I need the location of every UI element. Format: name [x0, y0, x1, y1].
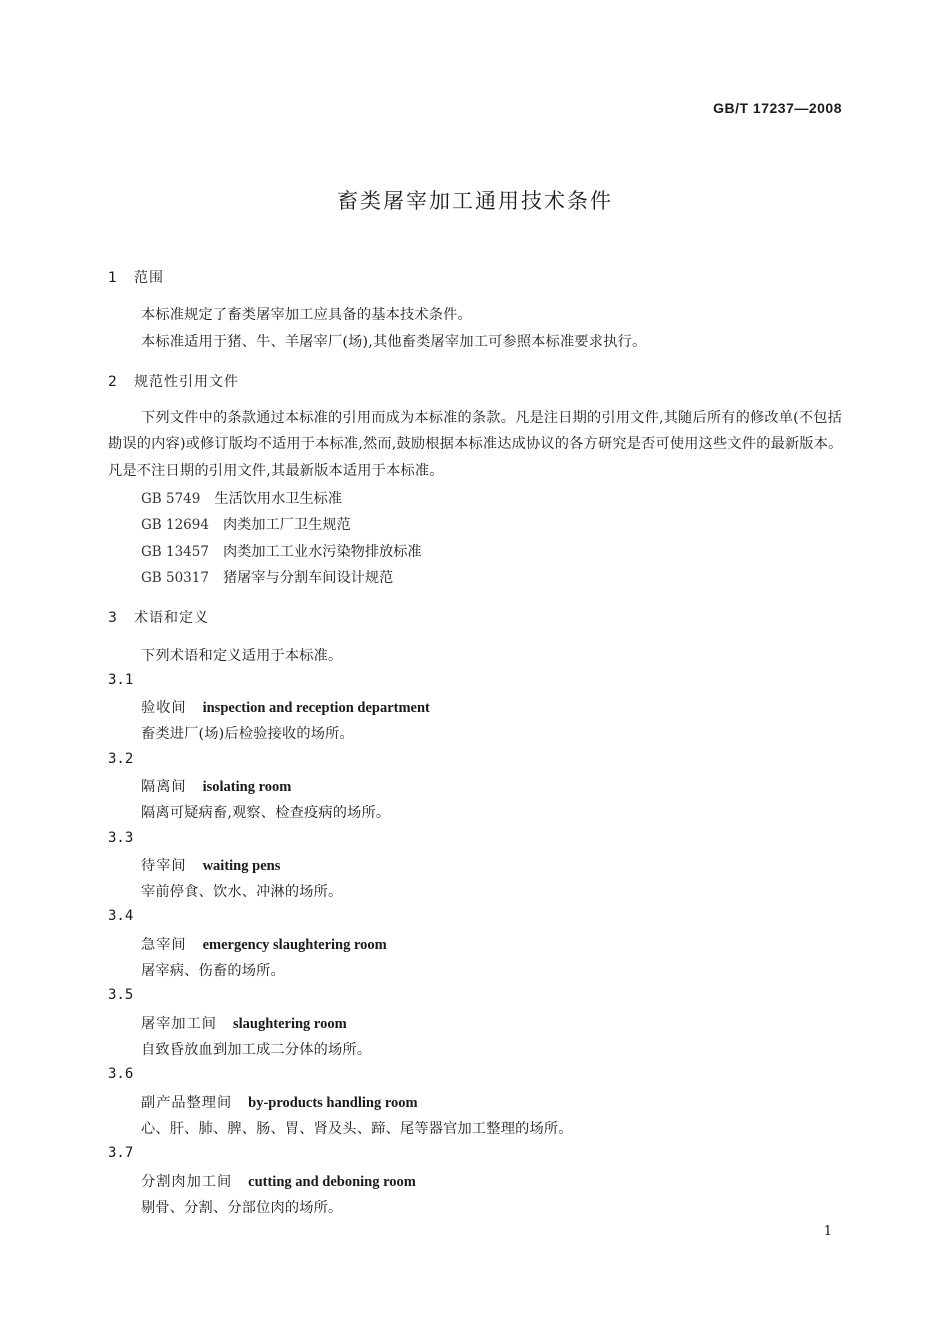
term-heading [141, 1171, 416, 1191]
reference-code: GB 13457 [141, 544, 209, 560]
page-number: 1 [823, 1224, 832, 1239]
term-en: waiting pens [202, 858, 281, 874]
standard-number: GB/T 17237—2008 [713, 100, 842, 116]
document-title: 畜类屠宰加工通用技术条件 [337, 189, 613, 213]
reference-code: GB 50317 [141, 570, 209, 586]
term-en: cutting and deboning room [248, 1174, 416, 1190]
section-number: 3 [108, 610, 118, 626]
term-heading [141, 1092, 418, 1112]
reference-item [141, 488, 342, 508]
term-number: 3.2 [108, 751, 134, 767]
paragraph: 本标准适用于猪、牛、羊屠宰厂(场),其他畜类屠宰加工可参照本标准要求执行。 [141, 334, 647, 350]
section-number: 1 [108, 270, 118, 286]
reference-item [141, 567, 393, 587]
term-number: 3.5 [108, 987, 134, 1003]
term-zh: 屠宰加工间 [141, 1016, 217, 1032]
term-number: 3.7 [108, 1145, 134, 1161]
paragraph: 下列文件中的条款通过本标准的引用而成为本标准的条款。凡是注日期的引用文件,其随后所有的修改单(不包括勘误的内容)或修订版均不适用于本标准,然而,鼓励根据本标准达成协议的各方研究是否可使用这些文件的最新版本。凡是不注日期的引用文件,其最新版本适用于本标准。 [108, 410, 843, 479]
term-zh: 副产品整理间 [141, 1095, 233, 1111]
term-en: isolating room [202, 779, 292, 795]
section-title: 术语和定义 [134, 610, 209, 626]
term-heading [141, 776, 291, 796]
term-number: 3.3 [108, 830, 134, 846]
term-definition: 自致昏放血到加工成二分体的场所。 [141, 1042, 372, 1058]
paragraph: 下列术语和定义适用于本标准。 [141, 648, 343, 664]
reference-name: 肉类加工厂卫生规范 [222, 517, 351, 533]
term-zh: 隔离间 [141, 779, 187, 795]
section-title: 范围 [134, 270, 164, 286]
term-heading [141, 934, 387, 954]
term-zh: 分割肉加工间 [141, 1174, 233, 1190]
term-en: slaughtering room [232, 1016, 347, 1032]
term-number: 3.6 [108, 1066, 134, 1082]
term-zh: 验收间 [141, 700, 187, 716]
section-number: 2 [108, 374, 118, 390]
reference-name: 肉类加工工业水污染物排放标准 [222, 544, 422, 560]
term-definition: 隔离可疑病畜,观察、检查疫病的场所。 [141, 805, 391, 821]
term-heading [141, 855, 280, 875]
term-heading [141, 1013, 347, 1033]
section-heading-3 [108, 607, 209, 627]
section-heading-1 [108, 267, 164, 287]
term-definition: 畜类进厂(场)后检验接收的场所。 [141, 726, 354, 742]
reference-name: 猪屠宰与分割车间设计规范 [222, 570, 394, 586]
reference-name: 生活饮用水卫生标准 [214, 491, 343, 507]
section-title: 规范性引用文件 [134, 374, 239, 390]
term-definition: 心、肝、肺、脾、肠、胃、肾及头、蹄、尾等器官加工整理的场所。 [141, 1121, 573, 1137]
reference-item [141, 514, 351, 534]
term-en: inspection and reception department [202, 700, 430, 716]
term-number: 3.1 [108, 672, 134, 688]
section-heading-2 [108, 371, 239, 391]
term-heading [141, 697, 430, 717]
term-zh: 待宰间 [141, 858, 187, 874]
reference-item [141, 541, 422, 561]
reference-code: GB 5749 [141, 491, 201, 507]
reference-code: GB 12694 [141, 517, 209, 533]
term-definition: 宰前停食、饮水、冲淋的场所。 [141, 884, 343, 900]
term-en: by-products handling room [248, 1095, 418, 1111]
term-definition: 屠宰病、伤畜的场所。 [141, 963, 285, 979]
term-zh: 急宰间 [141, 937, 187, 953]
term-number: 3.4 [108, 908, 134, 924]
term-definition: 剔骨、分割、分部位肉的场所。 [141, 1200, 343, 1216]
term-en: emergency slaughtering room [202, 937, 387, 953]
paragraph: 本标准规定了畜类屠宰加工应具备的基本技术条件。 [141, 307, 472, 323]
